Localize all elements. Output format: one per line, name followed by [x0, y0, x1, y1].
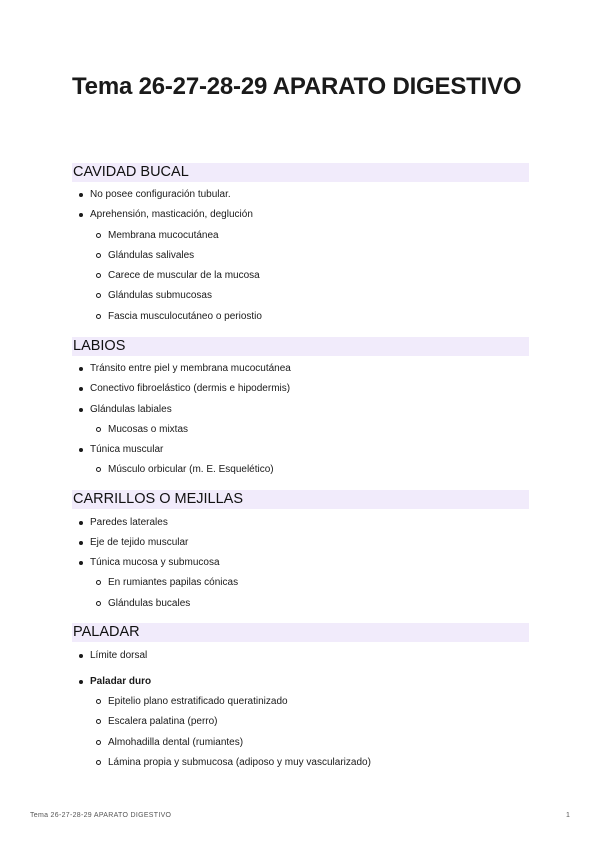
list-subitem: Epitelio plano estratificado queratinizado: [108, 696, 288, 707]
list-subitem: Músculo orbicular (m. E. Esquelético): [108, 464, 274, 475]
list-subitem: En rumiantes papilas cónicas: [108, 577, 239, 588]
list-item: Conectivo fibroelástico (dermis e hipodermis): [90, 383, 291, 394]
list-subitem: Almohadilla dental (rumiantes): [108, 737, 244, 748]
list-item: Glándulas labiales: [90, 404, 172, 415]
footer-title: Tema 26-27-28-29 APARATO DIGESTIVO: [30, 812, 172, 819]
list-subitem: Escalera palatina (perro): [108, 716, 218, 727]
list-item: Eje de tejido muscular: [90, 537, 189, 548]
list-subitem: Lámina propia y submucosa (adiposo y muy vascularizado): [108, 757, 371, 768]
section-heading-labios: LABIOS: [72, 337, 529, 356]
list-subitem: Membrana mucocutánea: [108, 230, 219, 241]
list-item: Túnica muscular: [90, 444, 164, 455]
list-subitem: Carece de muscular de la mucosa: [108, 270, 260, 281]
list-subitem: Glándulas submucosas: [108, 290, 212, 301]
list-item: Tránsito entre piel y membrana mucocutánea: [90, 363, 291, 374]
list-item: Paredes laterales: [90, 517, 168, 528]
list-subitem: Fascia musculocutáneo o periostio: [108, 311, 262, 322]
list-item: Aprehensión, masticación, deglución: [90, 209, 253, 220]
list-item: Túnica mucosa y submucosa: [90, 557, 220, 568]
list-item-bold: Paladar duro: [90, 676, 152, 687]
section-heading-carrillos: CARRILLOS O MEJILLAS: [72, 490, 529, 509]
list-subitem: Mucosas o mixtas: [108, 424, 189, 435]
list-subitem: Glándulas bucales: [108, 598, 191, 609]
section-heading-cavidad-bucal: CAVIDAD BUCAL: [72, 163, 529, 182]
list-subitem: Glándulas salivales: [108, 250, 195, 261]
list-item: Límite dorsal: [90, 650, 148, 661]
page-title: Tema 26-27-28-29 APARATO DIGESTIVO: [72, 73, 522, 100]
list-item: No posee configuración tubular.: [90, 189, 231, 200]
page-number: 1: [566, 812, 570, 819]
section-heading-paladar: PALADAR: [72, 623, 529, 642]
